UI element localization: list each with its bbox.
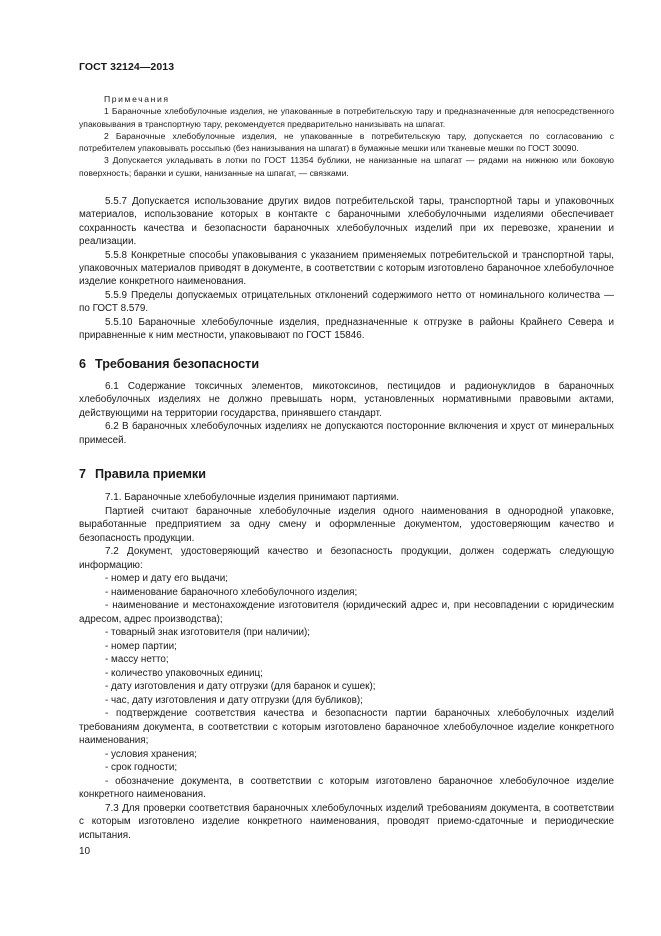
note-1: 1 Бараночные хлебобулочные изделия, не упакованные в потребительскую тару и предназначенные для непосредственного упаковывания в транспортную тару, рекомендуется предварительно нанизывать на шпагат. xyxy=(79,106,614,129)
paragraph-5-5-7: 5.5.7 Допускается использование других видов потребительской тары, транспортной тары и упаковочных материалов, использование которых в контакте с бараночными хлебобулочными изделиями обеспечивает сохранность качества и безопасности бараночных хлебобулочных изделий при их перевозке, хранении и реализации. xyxy=(79,196,614,248)
list-item: - наименование и местонахождение изготовителя (юридический адрес и, при несовпадении с юридическим адресом, адрес производства); xyxy=(79,600,614,625)
list-item: - товарный знак изготовителя (при наличии); xyxy=(105,627,311,638)
list-item: - срок годности; xyxy=(105,762,178,773)
paragraph-5-5-10: 5.5.10 Бараночные хлебобулочные изделия, предназначенные к отгрузке в районы Крайнего Севера и приравненные к ним местности, упаковывают по ГОСТ 15846. xyxy=(79,316,614,342)
list-item: - обозначение документа, в соответствии с которым изготовлено бараночное хлебобулочное изделие конкретного наименования. xyxy=(79,775,614,800)
list-item: - дату изготовления и дату отгрузки (для баранок и сушек); xyxy=(105,681,376,692)
list-item: - номер партии; xyxy=(105,640,177,652)
section-6-heading xyxy=(79,357,259,371)
paragraph-7-2: 7.2 Документ, удостоверяющий качество и безопасность продукции, должен содержать следующую информацию: xyxy=(79,546,614,571)
section-6-paragraphs xyxy=(79,380,614,447)
paragraph-7-1-lot: Партией считают бараночные хлебобулочные изделия одного наименования в однородной упаковке, выработанные предприятием за одну смену и оформленные документом, удостоверяющим качество и безопасность продукции. xyxy=(79,505,614,544)
paragraph-6-1: 6.1 Содержание токсичных элементов, микотоксинов, пестицидов и радионуклидов в бараночных хлебобулочных изделиях не должно превышать норм, установленных нормативными правовыми актами, действующими на территории государства, принявшего стандарт. xyxy=(79,381,614,419)
section-7-heading xyxy=(79,467,206,481)
notes-title: Примечания xyxy=(104,94,170,104)
section-6-number: 6 xyxy=(79,357,87,371)
list-item: - час, дату изготовления и дату отгрузки (для бубликов); xyxy=(105,694,363,706)
section-7-number: 7 xyxy=(79,467,87,481)
section-6-title: Требования безопасности xyxy=(95,357,260,371)
section-5-paragraphs xyxy=(79,195,614,342)
list-item: - условия хранения; xyxy=(105,748,197,760)
note-3: 3 Допускается укладывать в лотки по ГОСТ 11354 бублики, не нанизанные на шпагат — рядами на нижнюю или боковую поверхность; баранки и сушки, нанизанные на шпагат, — связками. xyxy=(79,155,614,178)
paragraph-7-1: 7.1. Бараночные хлебобулочные изделия принимают партиями. xyxy=(105,492,400,503)
note-2: 2 Бараночные хлебобулочные изделия, не упакованные в потребительскую тару, допускается по согласованию с потребителем упаковывать россыпью (без нанизывания на шпагат) в бумажные мешки или тканевые мешки по ГОСТ 30090. xyxy=(79,130,614,154)
paragraph-7-3: 7.3 Для проверки соответствия бараночных хлебобулочных изделий требованиям документа, в соответствии с которым изготовлено изделие конкретного наименования, проводят приемо-сдаточные и периодические испытания. xyxy=(79,802,614,841)
list-item: - массу нетто; xyxy=(105,654,169,665)
page-number: 10 xyxy=(79,846,91,857)
paragraph-5-5-9: 5.5.9 Пределы допускаемых отрицательных отклонений содержимого нетто от номинального количества — по ГОСТ 8.579. xyxy=(79,289,614,315)
paragraph-6-2: 6.2 В бараночных хлебобулочных изделиях не допускаются посторонние включения и хруст от минеральных примесей. xyxy=(79,421,614,446)
list-item: - номер и дату его выдачи; xyxy=(105,573,229,584)
paragraph-5-5-8: 5.5.8 Конкретные способы упаковывания с указанием применяемых потребительской и транспортной тары, упаковочных материалов приводят в документе, в соответствии с которым изготовлено бараночное хлебобулочное изделие конкретного наименования. xyxy=(79,249,614,288)
section-7-title: Правила приемки xyxy=(95,467,206,481)
notes-block xyxy=(79,93,614,179)
list-item: - количество упаковочных единиц; xyxy=(105,667,263,679)
list-item: - наименование бараночного хлебобулочного изделия; xyxy=(105,586,358,598)
section-7-paragraphs xyxy=(79,491,614,842)
list-item: - подтверждение соответствия качества и безопасности партии бараночных хлебобулочных изделий требованиям документа, в соответствии с которым изготовлено бараночное хлебобулочное изделие конкретного наименования; xyxy=(79,708,614,746)
document-id: ГОСТ 32124—2013 xyxy=(79,61,175,73)
